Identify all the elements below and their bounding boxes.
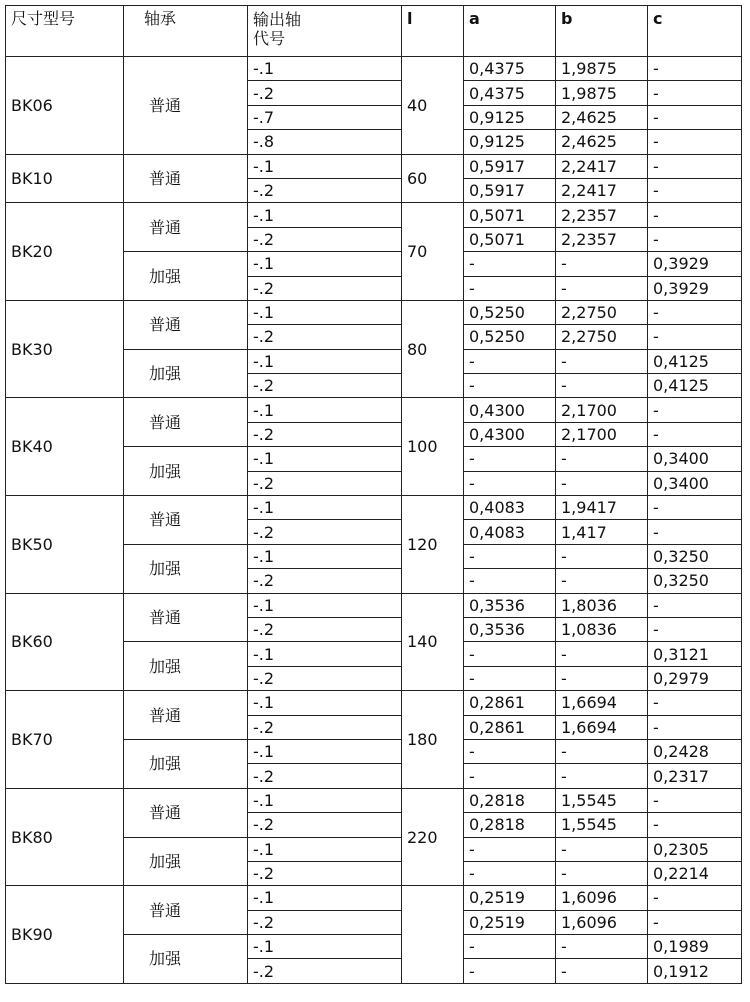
l-value-cell: 40 [402, 57, 464, 155]
a-value-cell: - [464, 764, 556, 788]
size-model-cell: BK90 [6, 886, 124, 984]
a-value-cell: 0,2861 [464, 715, 556, 739]
b-value-cell: 1,9875 [556, 57, 648, 81]
c-value-cell: - [648, 227, 742, 251]
header-a: a [464, 6, 556, 57]
bearing-type-cell: 加强 [124, 935, 248, 984]
bearing-type-cell: 加强 [124, 252, 248, 301]
c-value-cell: - [648, 520, 742, 544]
a-value-cell: 0,4300 [464, 398, 556, 422]
l-value-cell: 220 [402, 788, 464, 886]
c-value-cell: 0,2214 [648, 861, 742, 885]
shaft-code-cell: -.2 [248, 666, 402, 690]
b-value-cell: 2,1700 [556, 422, 648, 446]
b-value-cell: - [556, 666, 648, 690]
table-row [6, 691, 742, 715]
a-value-cell: - [464, 349, 556, 373]
header-output-shaft-code [248, 6, 402, 57]
a-value-cell: - [464, 374, 556, 398]
c-value-cell: 0,4125 [648, 374, 742, 398]
b-value-cell: - [556, 544, 648, 568]
a-value-cell: - [464, 276, 556, 300]
b-value-cell: - [556, 276, 648, 300]
a-value-cell: 0,2519 [464, 910, 556, 934]
c-value-cell: - [648, 886, 742, 910]
b-value-cell: 2,2750 [556, 300, 648, 324]
c-value-cell: - [648, 813, 742, 837]
b-value-cell: 1,9417 [556, 496, 648, 520]
c-value-cell: 0,3121 [648, 642, 742, 666]
a-value-cell: 0,2519 [464, 886, 556, 910]
a-value-cell: - [464, 252, 556, 276]
c-value-cell: 0,2979 [648, 666, 742, 690]
c-value-cell: - [648, 617, 742, 641]
shaft-code-cell: -.2 [248, 422, 402, 446]
bearing-type-cell: 加强 [124, 349, 248, 398]
bearing-type-cell: 普通 [124, 300, 248, 349]
size-model-cell: BK80 [6, 788, 124, 886]
shaft-code-cell: -.1 [248, 496, 402, 520]
table-row [6, 886, 742, 910]
a-value-cell: - [464, 935, 556, 959]
c-value-cell: - [648, 105, 742, 129]
c-value-cell: 0,3400 [648, 447, 742, 471]
table-row [6, 57, 742, 81]
a-value-cell: 0,4083 [464, 496, 556, 520]
table-row [6, 788, 742, 812]
a-value-cell: 0,3536 [464, 617, 556, 641]
a-value-cell: - [464, 861, 556, 885]
bearing-type-cell: 普通 [124, 691, 248, 740]
table-row [6, 203, 742, 227]
shaft-code-cell: -.1 [248, 544, 402, 568]
size-model-cell: BK20 [6, 203, 124, 301]
shaft-code-cell: -.2 [248, 617, 402, 641]
b-value-cell: - [556, 374, 648, 398]
shaft-code-cell: -.2 [248, 569, 402, 593]
b-value-cell: - [556, 935, 648, 959]
header-size: 尺寸型号 [6, 6, 124, 57]
a-value-cell: - [464, 739, 556, 763]
l-value-cell: 180 [402, 691, 464, 789]
header-output-shaft-line2: 代号 [253, 29, 286, 48]
a-value-cell: 0,2861 [464, 691, 556, 715]
size-model-cell: BK40 [6, 398, 124, 496]
c-value-cell: - [648, 788, 742, 812]
spec-table [5, 5, 742, 984]
header-b: b [556, 6, 648, 57]
a-value-cell: 0,5071 [464, 203, 556, 227]
shaft-code-cell: -.1 [248, 935, 402, 959]
c-value-cell: 0,3929 [648, 252, 742, 276]
a-value-cell: 0,2818 [464, 813, 556, 837]
bearing-type-cell: 普通 [124, 203, 248, 252]
a-value-cell: - [464, 837, 556, 861]
b-value-cell: - [556, 837, 648, 861]
b-value-cell: - [556, 739, 648, 763]
l-value-cell: 80 [402, 300, 464, 398]
b-value-cell: 1,5545 [556, 788, 648, 812]
shaft-code-cell: -.2 [248, 227, 402, 251]
a-value-cell: 0,4375 [464, 57, 556, 81]
b-value-cell: - [556, 349, 648, 373]
l-value-cell: 60 [402, 154, 464, 203]
c-value-cell: - [648, 300, 742, 324]
table-body [6, 57, 742, 984]
shaft-code-cell: -.2 [248, 374, 402, 398]
b-value-cell: 2,2357 [556, 203, 648, 227]
shaft-code-cell: -.2 [248, 715, 402, 739]
b-value-cell: 1,6096 [556, 910, 648, 934]
bearing-type-cell: 普通 [124, 398, 248, 447]
l-value-cell: 140 [402, 593, 464, 691]
size-model-cell: BK60 [6, 593, 124, 691]
b-value-cell: 2,4625 [556, 105, 648, 129]
b-value-cell: 1,6096 [556, 886, 648, 910]
shaft-code-cell: -.1 [248, 252, 402, 276]
c-value-cell: - [648, 81, 742, 105]
b-value-cell: 2,2357 [556, 227, 648, 251]
header-c: c [648, 6, 742, 57]
c-value-cell: 0,2317 [648, 764, 742, 788]
shaft-code-cell: -.7 [248, 105, 402, 129]
c-value-cell: 0,3250 [648, 569, 742, 593]
a-value-cell: 0,5250 [464, 300, 556, 324]
a-value-cell: 0,5917 [464, 154, 556, 178]
c-value-cell: 0,1989 [648, 935, 742, 959]
a-value-cell: 0,2818 [464, 788, 556, 812]
shaft-code-cell: -.1 [248, 837, 402, 861]
c-value-cell: - [648, 691, 742, 715]
c-value-cell: 0,3250 [648, 544, 742, 568]
table-row [6, 496, 742, 520]
b-value-cell: 2,2417 [556, 154, 648, 178]
c-value-cell: - [648, 910, 742, 934]
shaft-code-cell: -.1 [248, 349, 402, 373]
a-value-cell: - [464, 959, 556, 983]
c-value-cell: 0,4125 [648, 349, 742, 373]
b-value-cell: - [556, 471, 648, 495]
size-model-cell: BK10 [6, 154, 124, 203]
bearing-type-cell: 加强 [124, 447, 248, 496]
l-value-cell: 100 [402, 398, 464, 496]
bearing-type-cell: 加强 [124, 544, 248, 593]
shaft-code-cell: -.1 [248, 300, 402, 324]
b-value-cell: - [556, 642, 648, 666]
b-value-cell: 1,6694 [556, 715, 648, 739]
bearing-type-cell: 普通 [124, 788, 248, 837]
table-row [6, 593, 742, 617]
shaft-code-cell: -.2 [248, 520, 402, 544]
bearing-type-cell: 加强 [124, 642, 248, 691]
shaft-code-cell: -.1 [248, 154, 402, 178]
table-row [6, 300, 742, 324]
b-value-cell: 1,417 [556, 520, 648, 544]
a-value-cell: 0,4083 [464, 520, 556, 544]
shaft-code-cell: -.1 [248, 447, 402, 471]
shaft-code-cell: -.2 [248, 81, 402, 105]
b-value-cell: 1,6694 [556, 691, 648, 715]
c-value-cell: 0,2305 [648, 837, 742, 861]
c-value-cell: - [648, 178, 742, 202]
table-row [6, 398, 742, 422]
c-value-cell: 0,3400 [648, 471, 742, 495]
shaft-code-cell: -.2 [248, 178, 402, 202]
size-model-cell: BK50 [6, 496, 124, 594]
a-value-cell: 0,5071 [464, 227, 556, 251]
c-value-cell: 0,3929 [648, 276, 742, 300]
c-value-cell: - [648, 593, 742, 617]
a-value-cell: 0,3536 [464, 593, 556, 617]
bearing-type-cell: 普通 [124, 593, 248, 642]
b-value-cell: - [556, 861, 648, 885]
a-value-cell: 0,9125 [464, 130, 556, 154]
c-value-cell: - [648, 130, 742, 154]
shaft-code-cell: -.1 [248, 739, 402, 763]
a-value-cell: - [464, 471, 556, 495]
b-value-cell: 2,2750 [556, 325, 648, 349]
a-value-cell: 0,9125 [464, 105, 556, 129]
a-value-cell: 0,4300 [464, 422, 556, 446]
table-row [6, 154, 742, 178]
b-value-cell: - [556, 252, 648, 276]
shaft-code-cell: -.2 [248, 959, 402, 983]
l-value-cell: 70 [402, 203, 464, 301]
shaft-code-cell: -.2 [248, 910, 402, 934]
b-value-cell: 1,8036 [556, 593, 648, 617]
shaft-code-cell: -.2 [248, 325, 402, 349]
c-value-cell: - [648, 203, 742, 227]
size-model-cell: BK30 [6, 300, 124, 398]
header-output-shaft-line1: 输出轴 [253, 10, 302, 29]
b-value-cell: - [556, 569, 648, 593]
shaft-code-cell: -.1 [248, 886, 402, 910]
shaft-code-cell: -.2 [248, 764, 402, 788]
c-value-cell: 0,1912 [648, 959, 742, 983]
b-value-cell: 2,4625 [556, 130, 648, 154]
shaft-code-cell: -.8 [248, 130, 402, 154]
shaft-code-cell: -.1 [248, 593, 402, 617]
shaft-code-cell: -.1 [248, 788, 402, 812]
bearing-type-cell: 普通 [124, 886, 248, 935]
c-value-cell: - [648, 422, 742, 446]
c-value-cell: - [648, 715, 742, 739]
bearing-type-cell: 加强 [124, 837, 248, 886]
header-row [6, 6, 742, 57]
shaft-code-cell: -.2 [248, 813, 402, 837]
c-value-cell: - [648, 57, 742, 81]
shaft-code-cell: -.1 [248, 203, 402, 227]
shaft-code-cell: -.1 [248, 57, 402, 81]
shaft-code-cell: -.1 [248, 691, 402, 715]
a-value-cell: - [464, 569, 556, 593]
a-value-cell: - [464, 642, 556, 666]
size-model-cell: BK70 [6, 691, 124, 789]
shaft-code-cell: -.2 [248, 861, 402, 885]
b-value-cell: 1,5545 [556, 813, 648, 837]
size-model-cell: BK06 [6, 57, 124, 155]
a-value-cell: 0,5917 [464, 178, 556, 202]
b-value-cell: 2,1700 [556, 398, 648, 422]
l-value-cell [402, 886, 464, 984]
a-value-cell: - [464, 447, 556, 471]
b-value-cell: 1,9875 [556, 81, 648, 105]
c-value-cell: - [648, 154, 742, 178]
l-value-cell: 120 [402, 496, 464, 594]
header-l: l [402, 6, 464, 57]
header-bearing: 轴承 [124, 6, 248, 57]
bearing-type-cell: 普通 [124, 496, 248, 545]
shaft-code-cell: -.1 [248, 398, 402, 422]
shaft-code-cell: -.2 [248, 471, 402, 495]
shaft-code-cell: -.1 [248, 642, 402, 666]
b-value-cell: - [556, 959, 648, 983]
bearing-type-cell: 加强 [124, 739, 248, 788]
c-value-cell: - [648, 496, 742, 520]
b-value-cell: - [556, 447, 648, 471]
a-value-cell: - [464, 666, 556, 690]
c-value-cell: 0,2428 [648, 739, 742, 763]
c-value-cell: - [648, 398, 742, 422]
b-value-cell: 1,0836 [556, 617, 648, 641]
c-value-cell: - [648, 325, 742, 349]
a-value-cell: 0,4375 [464, 81, 556, 105]
bearing-type-cell: 普通 [124, 57, 248, 155]
shaft-code-cell: -.2 [248, 276, 402, 300]
b-value-cell: 2,2417 [556, 178, 648, 202]
bearing-type-cell: 普通 [124, 154, 248, 203]
b-value-cell: - [556, 764, 648, 788]
a-value-cell: 0,5250 [464, 325, 556, 349]
a-value-cell: - [464, 544, 556, 568]
